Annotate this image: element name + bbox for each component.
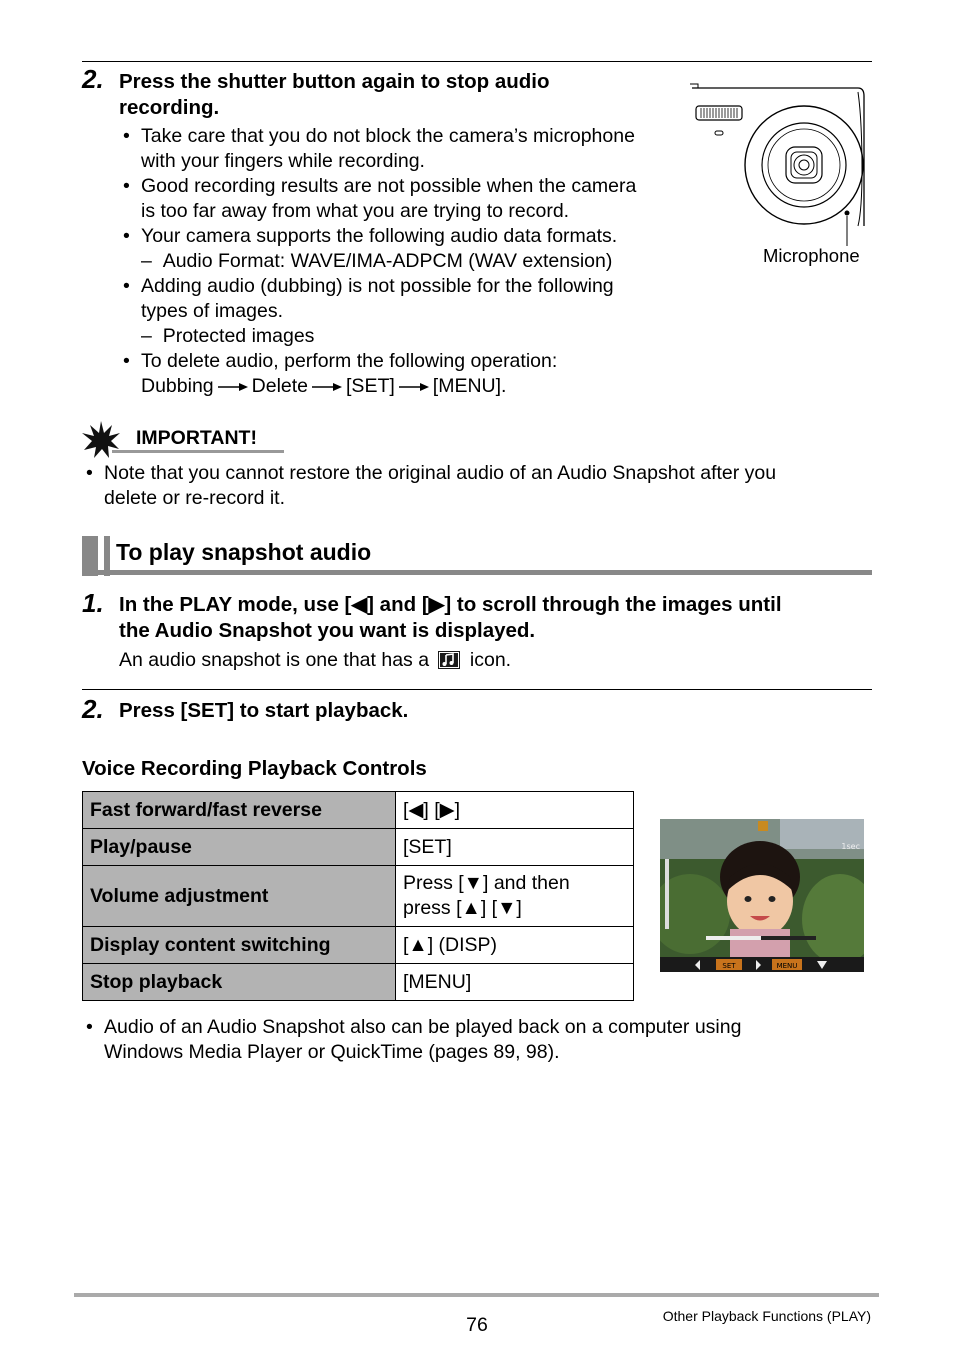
list-item: • Take care that you do not block the camera’s microphone with your fingers while recording. [123, 125, 635, 172]
control-name: Fast forward/fast reverse [83, 792, 396, 829]
list-item: • Adding audio (dubbing) is not possible for the following types of images. [123, 275, 614, 322]
step-heading: In the PLAY mode, use [◀] and [▶] to scroll through the images until the Audio Snapshot you want is displayed. [119, 593, 782, 642]
control-key: Press [▼] and then press [▲] [▼] [396, 866, 634, 927]
operation-path: Dubbing Delete [SET] [MENU]. [141, 375, 507, 397]
control-key: [SET] [396, 829, 634, 866]
step-divider [82, 689, 872, 690]
step-number: 1. [82, 588, 104, 618]
control-name: Stop playback [83, 964, 396, 1001]
list-item: • Good recording results are not possible when the camera is too far away from what you are trying to record. [123, 175, 637, 222]
table-row [83, 927, 634, 964]
table-row [83, 964, 634, 1001]
arrow-right-icon [399, 382, 429, 392]
important-underline [112, 450, 284, 453]
page-number: 76 [466, 1314, 488, 1336]
control-name: Play/pause [83, 829, 396, 866]
final-note: • Audio of an Audio Snapshot also can be played back on a computer using Windows Media Player or QuickTime (pages 89, 98). [86, 1016, 742, 1063]
controls-table [82, 791, 634, 1001]
control-key: [◀] [▶] [396, 792, 634, 829]
sub-list-item: – Audio Format: WAVE/IMA-ADPCM (WAV extension) [141, 250, 613, 272]
step-heading: Press the shutter button again to stop audio recording. [119, 70, 550, 119]
control-key: [▲] (DISP) [396, 927, 634, 964]
section-underline [82, 570, 872, 575]
section-title: To play snapshot audio [116, 539, 372, 565]
step-number: 2. [82, 64, 104, 94]
control-key: [MENU] [396, 964, 634, 1001]
table-row [83, 792, 634, 829]
screen-sec-label: 1sec [841, 842, 860, 851]
arrow-right-icon [312, 382, 342, 392]
important-label: IMPORTANT! [136, 427, 257, 449]
arrow-right-icon [218, 382, 248, 392]
camera-illustration [688, 80, 872, 250]
footer-section: Other Playback Functions (PLAY) [662, 1308, 871, 1324]
top-rule [82, 61, 872, 62]
step-heading: Press [SET] to start playback. [119, 699, 409, 722]
controls-title: Voice Recording Playback Controls [82, 757, 427, 780]
step-number: 2. [82, 694, 104, 724]
starburst-icon [82, 421, 120, 459]
playback-screen-photo [660, 819, 864, 972]
control-name: Volume adjustment [83, 866, 396, 927]
screen-menu-label: MENU [776, 962, 798, 970]
screen-set-label: SET [722, 962, 736, 970]
figure-caption: Microphone [763, 245, 860, 266]
important-note: • Note that you cannot restore the original audio of an Audio Snapshot after you delete or re-record it. [86, 462, 777, 509]
list-item: • Your camera supports the following audio data formats. [123, 225, 618, 247]
list-item: • To delete audio, perform the following operation: Dubbing Delete [SET] [MENU]. [123, 350, 558, 397]
table-row [83, 866, 634, 927]
footer-rule [74, 1293, 879, 1297]
sub-list-item: – Protected images [141, 325, 315, 347]
music-note-icon [438, 651, 460, 669]
table-row [83, 829, 634, 866]
control-name: Display content switching [83, 927, 396, 964]
step-body: An audio snapshot is one that has a icon. [119, 649, 512, 671]
